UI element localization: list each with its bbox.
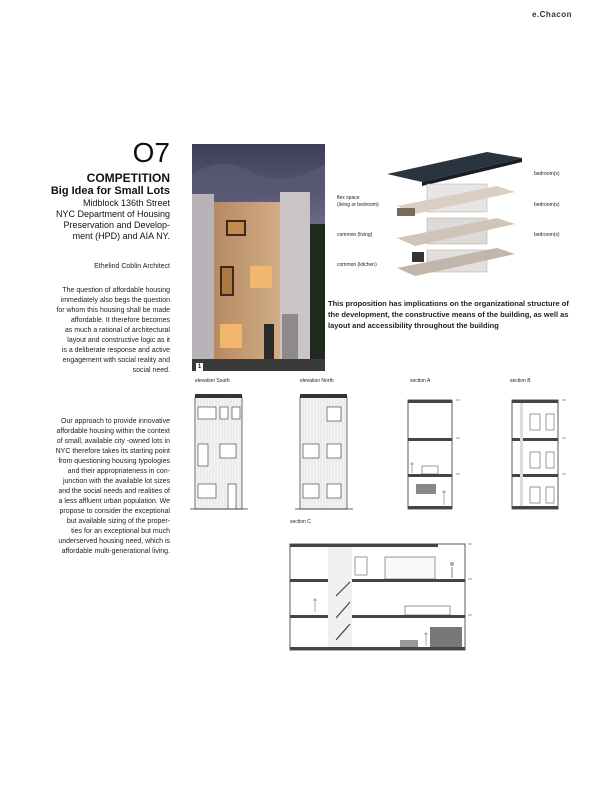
title-block xyxy=(20,171,170,242)
elevation-north-drawing xyxy=(295,394,353,509)
axo-label-common-kitchen: common (kitchen) xyxy=(337,262,377,268)
text-line: immediately also begs the question xyxy=(60,297,170,304)
axo-label-flex-space-sub: (living or bedroom) xyxy=(337,202,379,208)
text-line: affordable housing within the context xyxy=(56,428,170,435)
subtitle-line: ment (HPD) and AIA NY. xyxy=(72,231,170,241)
text-line: propose to consider the exceptional xyxy=(59,508,170,515)
label-section-a: section A xyxy=(410,378,431,384)
text-line: of small, available city -owned lots in xyxy=(56,438,170,445)
axo-label-bedrooms-top: bedroom(s) xyxy=(534,171,560,177)
paragraph-1 xyxy=(20,286,170,376)
text-line: and the social needs and realities of xyxy=(58,488,170,495)
axonometric-diagram xyxy=(337,144,587,284)
project-title: Big Idea for Small Lots xyxy=(50,185,170,197)
subtitle-line: Midblock 136th Street xyxy=(82,198,170,208)
text-line: underserved housing need, which is xyxy=(58,538,170,545)
text-line: affordable. It therefore becomes xyxy=(70,317,170,324)
axo-label-flex-space: flex space xyxy=(337,195,360,201)
text-line: social need. xyxy=(132,367,170,374)
elevation-south-drawing xyxy=(190,394,248,509)
text-line: for whom this housing shall be made xyxy=(56,307,170,314)
axo-label-common-living: common (living) xyxy=(337,232,373,238)
text-line: engagement with social reality and xyxy=(62,357,170,364)
section-c-drawing xyxy=(290,544,472,650)
label-section-b: section B xyxy=(510,378,531,384)
text-line: ties for an exceptional but much xyxy=(71,528,170,535)
text-line: but available sizing of the proper- xyxy=(66,518,170,525)
label-section-c: section C xyxy=(290,519,311,525)
text-line: NYC therefore takes its starting point xyxy=(55,448,170,455)
axo-label-bedrooms-low: bedroom(s) xyxy=(534,232,560,238)
project-category: COMPETITION xyxy=(86,171,170,185)
render-index-badge: 1 xyxy=(197,364,202,370)
text-line: from questioning housing typologies xyxy=(58,458,170,465)
architect-name: Ethelind Coblin Architect xyxy=(94,263,170,270)
text-line: a less affluent urban population. We xyxy=(58,498,170,505)
text-line: as much a rational of architectural xyxy=(64,327,170,334)
label-elevation-south: elevation South xyxy=(195,378,230,384)
text-line: is a deliberate response and active xyxy=(61,347,170,354)
text-line: Our approach to provide innovative xyxy=(61,418,170,425)
text-line: layout and constructive logic as it xyxy=(67,337,170,344)
axo-label-bedrooms-mid: bedroom(s) xyxy=(534,202,560,208)
drawings-sheet xyxy=(190,372,580,657)
text-line: The question of affordable housing xyxy=(62,287,170,294)
subtitle-line: NYC Department of Housing xyxy=(55,209,170,219)
section-b-drawing xyxy=(512,400,566,509)
diagram-caption: This proposition has implications on the organizational structure of the development, the constructive means of the building, as well as layout and accessibility throughout the building xyxy=(328,299,569,330)
author-name: e.Chacon xyxy=(531,10,572,19)
subtitle-line: Preservation and Develop- xyxy=(63,220,170,230)
project-number: O7 xyxy=(132,137,170,168)
text-line: affordable multi-generational living. xyxy=(61,548,170,555)
paragraph-2 xyxy=(20,417,170,557)
facade-render-image xyxy=(192,144,325,371)
section-a-drawing xyxy=(408,400,460,509)
text-line: and their appropriateness in con- xyxy=(67,468,170,475)
label-elevation-north: elevation North xyxy=(300,378,334,384)
text-line: junction with the available lot sizes xyxy=(62,478,170,485)
